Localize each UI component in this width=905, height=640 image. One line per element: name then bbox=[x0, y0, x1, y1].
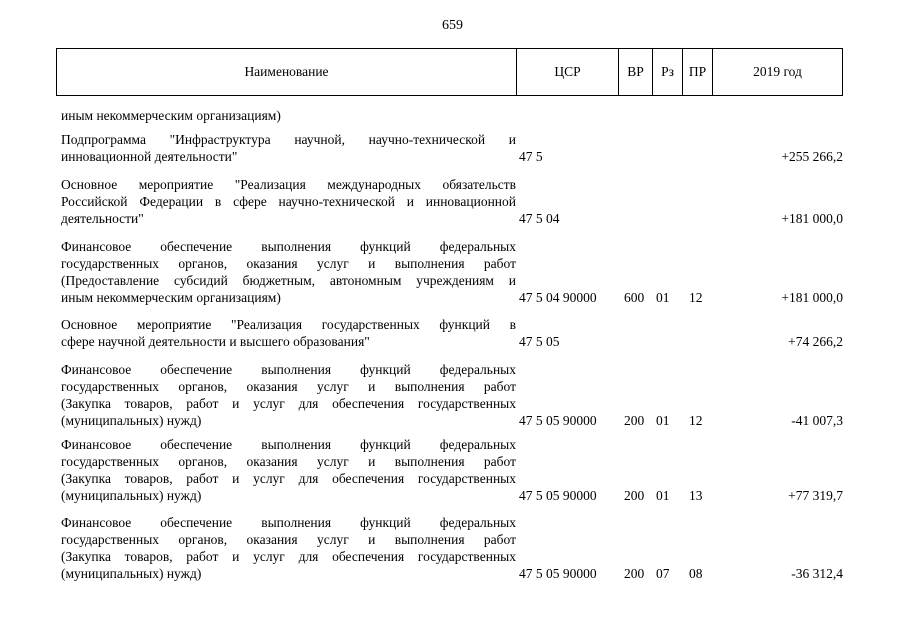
row-name-line: (муниципальных) нужд) bbox=[61, 566, 202, 581]
row-amount: +255 266,2 bbox=[781, 149, 843, 164]
row-name-line: государственных органов, оказания услуг и выполнения работ bbox=[61, 256, 516, 271]
row-pr: 12 bbox=[689, 413, 703, 428]
row-name-line: государственных органов, оказания услуг и выполнения работ bbox=[61, 454, 516, 469]
row-amount: +74 266,2 bbox=[788, 334, 843, 349]
row-csr: 47 5 05 90000 bbox=[519, 413, 597, 428]
row-rz: 01 bbox=[656, 488, 670, 503]
row-name-line: Финансовое обеспечение выполнения функций федеральных bbox=[61, 515, 516, 530]
row-csr: 47 5 04 90000 bbox=[519, 290, 597, 305]
row-name-line: Российской Федерации в сфере научно-технической и инновационной bbox=[61, 194, 516, 209]
row-csr: 47 5 05 90000 bbox=[519, 488, 597, 503]
row-pr: 08 bbox=[689, 566, 703, 581]
row-name-line: Финансовое обеспечение выполнения функций федеральных bbox=[61, 239, 516, 254]
row-name-line: государственных органов, оказания услуг и выполнения работ bbox=[61, 379, 516, 394]
row-rz: 01 bbox=[656, 413, 670, 428]
row-name bbox=[61, 238, 516, 306]
row-name bbox=[61, 316, 516, 350]
page-number: 659 bbox=[442, 18, 463, 33]
row-name-line: Финансовое обеспечение выполнения функций федеральных bbox=[61, 437, 516, 452]
row-vr: 200 bbox=[624, 488, 645, 503]
header-csr: ЦСР bbox=[517, 49, 619, 95]
row-name-line: деятельности" bbox=[61, 211, 144, 226]
row-name-line: (муниципальных) нужд) bbox=[61, 413, 202, 428]
row-name-line: инновационной деятельности" bbox=[61, 149, 238, 164]
row-csr: 47 5 05 bbox=[519, 334, 560, 349]
row-name bbox=[61, 107, 516, 124]
row-name bbox=[61, 131, 516, 165]
row-name-line: Основное мероприятие "Реализация государственных функций в bbox=[61, 317, 516, 332]
row-rz: 01 bbox=[656, 290, 670, 305]
header-year: 2019 год bbox=[753, 64, 802, 79]
row-amount: -41 007,3 bbox=[791, 413, 843, 428]
row-amount: +181 000,0 bbox=[781, 290, 843, 305]
row-name-line: Финансовое обеспечение выполнения функций федеральных bbox=[61, 362, 516, 377]
row-name-line: Основное мероприятие "Реализация международных обязательств bbox=[61, 177, 516, 192]
row-amount: +77 319,7 bbox=[788, 488, 843, 503]
row-vr: 200 bbox=[624, 413, 645, 428]
row-vr: 600 bbox=[624, 290, 645, 305]
row-name-line: государственных органов, оказания услуг и выполнения работ bbox=[61, 532, 516, 547]
row-name-line: (Закупка товаров, работ и услуг для обеспечения государственных bbox=[61, 471, 516, 486]
header-rz: Рз bbox=[653, 49, 683, 95]
row-vr: 200 bbox=[624, 566, 645, 581]
row-csr: 47 5 04 bbox=[519, 211, 560, 226]
row-name-line: иным некоммерческим организациям) bbox=[61, 108, 281, 123]
row-rz: 07 bbox=[656, 566, 670, 581]
row-name-line: (муниципальных) нужд) bbox=[61, 488, 202, 503]
row-amount: +181 000,0 bbox=[781, 211, 843, 226]
row-pr: 13 bbox=[689, 488, 703, 503]
row-csr: 47 5 05 90000 bbox=[519, 566, 597, 581]
header-pr: ПР bbox=[683, 49, 713, 95]
row-name-line: сфере научной деятельности и высшего образования" bbox=[61, 334, 370, 349]
row-name-line: Подпрограмма "Инфраструктура научной, научно-технической и bbox=[61, 132, 516, 147]
row-pr: 12 bbox=[689, 290, 703, 305]
row-amount: -36 312,4 bbox=[791, 566, 843, 581]
row-name-line: (Предоставление субсидий бюджетным, автономным учреждениям и bbox=[61, 273, 516, 288]
row-name-line: (Закупка товаров, работ и услуг для обеспечения государственных bbox=[61, 396, 516, 411]
row-name bbox=[61, 514, 516, 582]
header-vr: ВР bbox=[619, 49, 653, 95]
row-name-line: иным некоммерческим организациям) bbox=[61, 290, 281, 305]
row-name bbox=[61, 176, 516, 227]
row-csr: 47 5 bbox=[519, 149, 543, 164]
row-name-line: (Закупка товаров, работ и услуг для обеспечения государственных bbox=[61, 549, 516, 564]
header-name: Наименование bbox=[57, 49, 517, 95]
row-name bbox=[61, 436, 516, 504]
row-name bbox=[61, 361, 516, 429]
